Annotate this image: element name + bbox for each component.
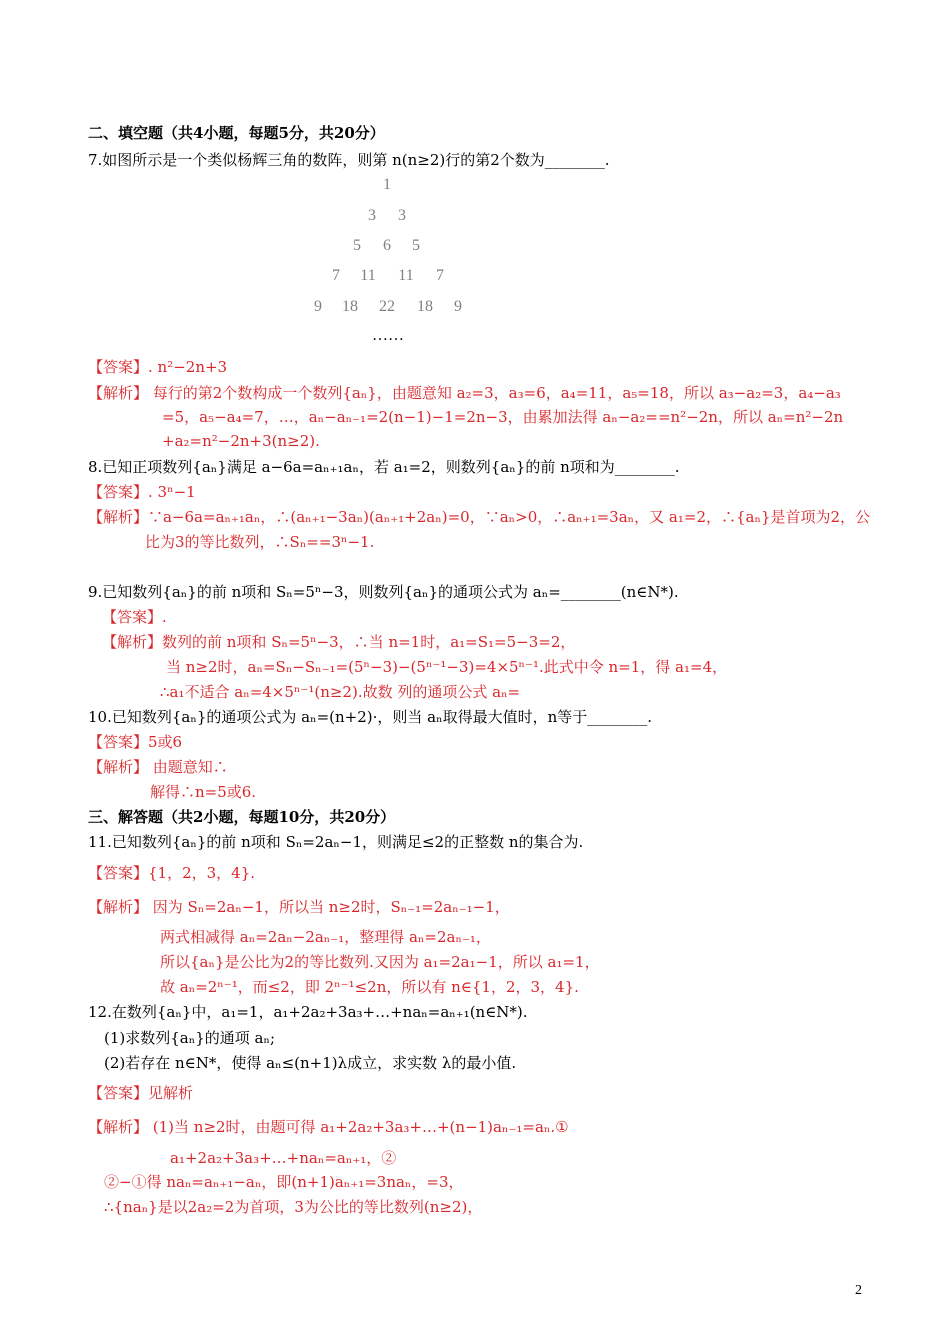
q12-sub1: (1)求数列{aₙ}的通项 aₙ; [104,1029,276,1047]
q11-analysis-line: 【解析】 因为 Sₙ=2aₙ−1，所以当 n≥2时，Sₙ₋₁=2aₙ₋₁−1， [88,898,510,916]
triangle-cell: 22 [379,298,395,315]
q12-analysis-line: 【解析】 (1)当 n≥2时，由题可得 a₁+2a₂+3a₃+…+(n−1)aₙ₋₁=aₙ.① [88,1118,569,1136]
q11-answer: 【答案】{1，2，3，4}. [88,864,256,882]
q10-analysis-line: 【解析】 由题意知∴ [88,758,228,776]
triangle-cell: 18 [417,298,433,315]
triangle-cell: 9 [314,298,322,315]
triangle-cell: 18 [342,298,358,315]
triangle-cell: 11 [398,267,414,284]
triangle-cell: 3 [398,207,406,224]
section2-title: 二、填空题（共4小题，每题5分，共20分） [88,124,385,142]
triangle-cell: 7 [332,267,340,284]
q8-answer: 【答案】. 3ⁿ−1 [88,483,196,501]
triangle-cell: 3 [368,207,376,224]
q9-text: 9.已知数列{aₙ}的前 n项和 Sₙ=5ⁿ−3，则数列{aₙ}的通项公式为 aₙ=________(n∈N*). [88,583,679,601]
q12-sub2: (2)若存在 n∈N*，使得 aₙ≤(n+1)λ成立，求实数 λ的最小值. [104,1054,517,1072]
triangle-ellipsis: …… [372,327,404,344]
q11-analysis-line: 两式相减得 aₙ=2aₙ−2aₙ₋₁，整理得 aₙ=2aₙ₋₁， [160,928,491,946]
triangle-cell: 1 [383,176,391,193]
q12-analysis-line: a₁+2a₂+3a₃+…+naₙ=aₙ₊₁，② [170,1149,397,1167]
q7-analysis-line: =5，a₅−a₄=7，…，aₙ−aₙ₋₁=2(n−1)−1=2n−3，由累加法得 aₙ−a₂==n²−2n，所以 aₙ=n²−2n [162,408,844,426]
triangle-cell: 6 [383,237,391,254]
q11-analysis-line: 故 aₙ=2ⁿ⁻¹，而≤2，即 2ⁿ⁻¹≤2n，所以有 n∈{1，2，3，4}. [160,978,579,996]
q8-analysis-line: 【解析】∵a−6a=aₙ₊₁aₙ，∴(aₙ₊₁−3aₙ)(aₙ₊₁+2aₙ)=0，∵aₙ>0，∴aₙ₊₁=3aₙ，又 a₁=2，∴{aₙ}是首项为2，公 [88,508,871,526]
number-triangle [0,0,950,350]
triangle-cell: 7 [436,267,444,284]
q7-analysis-line: +a₂=n²−2n+3(n≥2). [162,432,320,450]
q12-text: 12.在数列{aₙ}中，a₁=1，a₁+2a₂+3a₃+…+naₙ=aₙ₊₁(n∈N*). [88,1003,528,1021]
q10-analysis-line: 解得∴n=5或6. [150,783,257,801]
page-number: 2 [855,1283,862,1298]
section3-title: 三、解答题（共2小题，每题10分，共20分） [88,808,396,826]
q8-text: 8.已知正项数列{aₙ}满足 a−6a=aₙ₊₁aₙ，若 a₁=2，则数列{aₙ}的前 n项和为________. [88,458,680,476]
q9-answer: 【答案】. [102,608,167,626]
triangle-cell: 5 [353,237,361,254]
triangle-cell: 11 [360,267,376,284]
triangle-cell: 5 [412,237,420,254]
triangle-cell: 9 [454,298,462,315]
q12-answer: 【答案】见解析 [88,1084,194,1102]
q7-answer: 【答案】. n²−2n+3 [88,358,228,376]
q12-analysis-line: ∴{naₙ}是以2a₂=2为首项，3为公比的等比数列(n≥2)， [104,1198,483,1216]
q7-text: 7.如图所示是一个类似杨辉三角的数阵，则第 n(n≥2)行的第2个数为________. [88,151,610,169]
q9-analysis-line: 当 n≥2时，aₙ=Sₙ−Sₙ₋₁=(5ⁿ−3)−(5ⁿ⁻¹−3)=4×5ⁿ⁻¹.此式中令 n=1，得 a₁=4， [166,658,728,676]
q11-analysis-line: 所以{aₙ}是公比为2的等比数列.又因为 a₁=2a₁−1，所以 a₁=1， [160,953,600,971]
q10-answer: 【答案】5或6 [88,733,183,751]
q11-text: 11.已知数列{aₙ}的前 n项和 Sₙ=2aₙ−1，则满足≤2的正整数 n的集合为. [88,833,584,851]
q12-analysis-line: ②−①得 naₙ=aₙ₊₁−aₙ，即(n+1)aₙ₊₁=3naₙ，=3， [104,1173,464,1191]
q9-analysis-line: 【解析】数列的前 n项和 Sₙ=5ⁿ−3，∴当 n=1时，a₁=S₁=5−3=2， [102,633,576,651]
q8-analysis-line: 比为3的等比数列，∴Sₙ==3ⁿ−1. [145,533,375,551]
q9-analysis-line: ∴a₁不适合 aₙ=4×5ⁿ⁻¹(n≥2).故数 列的通项公式 aₙ= [160,683,521,701]
q7-analysis-line: 【解析】 每行的第2个数构成一个数列{aₙ}，由题意知 a₂=3，a₃=6，a₄=11，a₅=18，所以 a₃−a₂=3，a₄−a₃ [88,384,841,402]
q10-text: 10.已知数列{aₙ}的通项公式为 aₙ=(n+2)·，则当 aₙ取得最大值时，n等于________. [88,708,653,726]
